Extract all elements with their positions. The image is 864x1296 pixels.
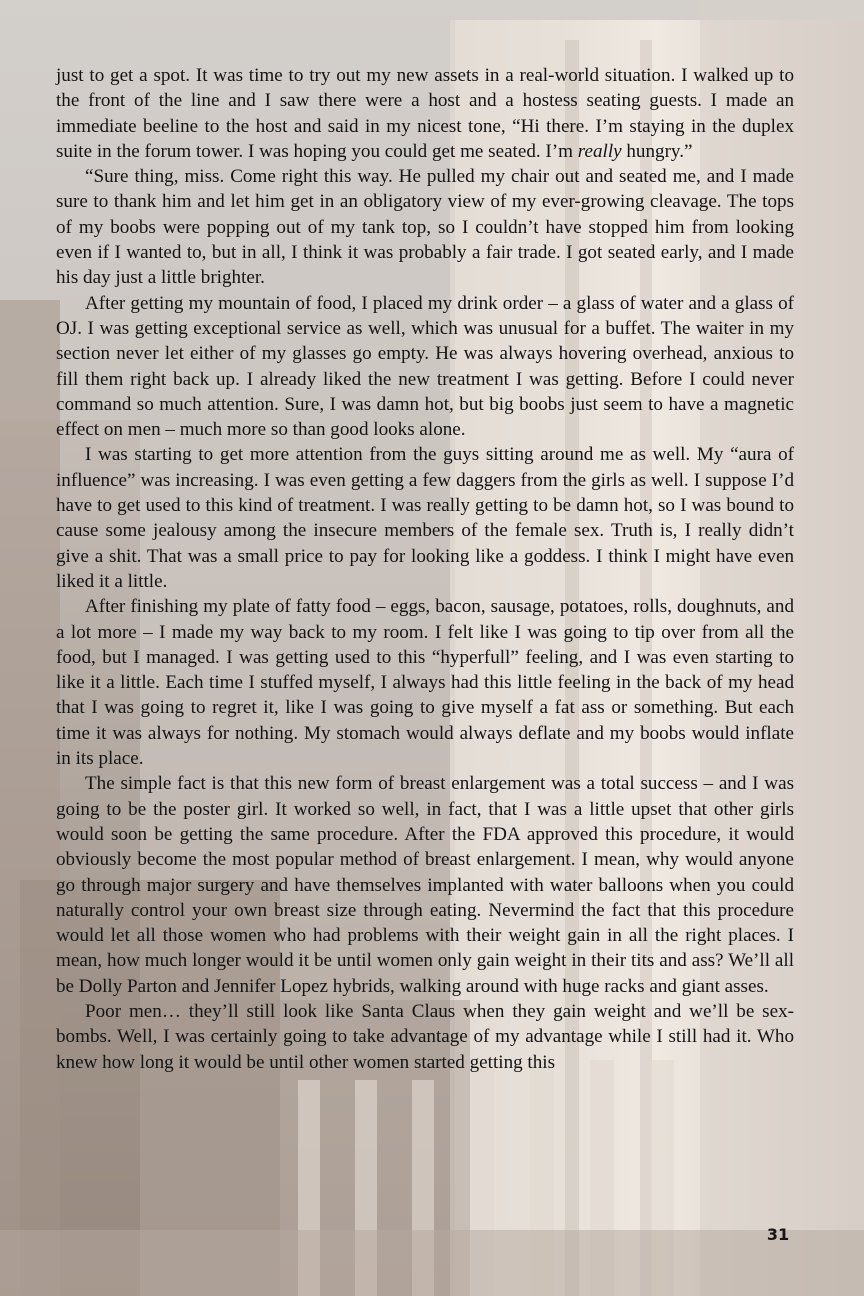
paragraph-1 bbox=[56, 63, 794, 164]
text-run: Poor men… they’ll still look like Santa Claus when they gain weight and we’ll be sex-bombs. Well, I was certainly going to take advantage of my advantage while I still had it. Who knew how long it would be until other women started getting this bbox=[56, 1000, 794, 1073]
paragraph-7 bbox=[56, 999, 794, 1075]
text-run: just to get a spot. It was time to try out my new assets in a real-world situation. I walked up to the front of the line and I saw there were a host and a hostess seating guests. I made an immediate beeline to the host and said in my nicest tone, “Hi there. I’m staying in the duplex suite in the forum tower. I was hoping you could get me seated. I’m bbox=[56, 65, 794, 162]
paragraph-3 bbox=[56, 291, 794, 443]
page-number: 31 bbox=[766, 1225, 790, 1244]
paragraph-6 bbox=[56, 771, 794, 999]
emphasis-text: really bbox=[577, 140, 622, 162]
text-run: I was starting to get more attention from the guys sitting around me as well. My “aura of influence” was increasing. I was even getting a few daggers from the girls as well. I suppose I’d have to get used to this kind of treatment. I was really getting to be damn hot, so I was bound to cause some jealousy among the insecure members of the female sex. Truth is, I really didn’t give a shit. That was a small price to pay for looking like a goddess. I think I might have even liked it a little. bbox=[56, 444, 794, 592]
paragraph-5 bbox=[56, 594, 794, 771]
story-text bbox=[56, 63, 794, 1075]
text-run: “Sure thing, miss. Come right this way. He pulled my chair out and seated me, and I made sure to thank him and let him get in an obligatory view of my ever-growing cleavage. The tops of my boobs were popping out of my tank top, so I couldn’t have stopped him from looking even if I wanted to, but in all, I think it was probably a fair trade. I got seated early, and I made his day just a little brighter. bbox=[56, 166, 794, 289]
paragraph-4 bbox=[56, 442, 794, 594]
text-run: The simple fact is that this new form of breast enlargement was a total success – and I was going to be the poster girl. It worked so well, in fact, that I was a little upset that other girls would soon be getting the same procedure. After the FDA approved this procedure, it would obviously become the most popular method of breast enlargement. I mean, why would anyone go through major surgery and have themselves implanted with water balloons when you could naturally control your own breast size through eating. Nevermind the fact that this procedure would let all those women who had problems with their weight gain in all the right places. I mean, how much longer would it be until women only gain weight in their tits and ass? We’ll all be Dolly Parton and Jennifer Lopez hybrids, walking around with huge racks and giant asses. bbox=[56, 773, 794, 997]
paragraph-2 bbox=[56, 164, 794, 290]
text-run: hungry.” bbox=[621, 140, 693, 162]
text-run: After getting my mountain of food, I placed my drink order – a glass of water and a glass of OJ. I was getting exceptional service as well, which was unusual for a buffet. The waiter in my section never let either of my glasses go empty. He was always hovering overhead, anxious to fill them right back up. I already liked the new treatment I was getting. Before I could never command so much attention. Sure, I was damn hot, but big boobs just seem to have a magnetic effect on men – much more so than good looks alone. bbox=[56, 292, 794, 441]
text-run: After finishing my plate of fatty food – eggs, bacon, sausage, potatoes, rolls, doughnuts, and a lot more – I made my way back to my room. I felt like I was going to tip over from all the food, but I managed. I was getting used to this “hyperfull” feeling, and I was even starting to like it a little. Each time I stuffed myself, I always had this little feeling in the back of my head that I was going to regret it, like I was going to give myself a fat ass or something. But each time it was always for nothing. My stomach would always deflate and my boobs would inflate in its place. bbox=[56, 596, 794, 770]
